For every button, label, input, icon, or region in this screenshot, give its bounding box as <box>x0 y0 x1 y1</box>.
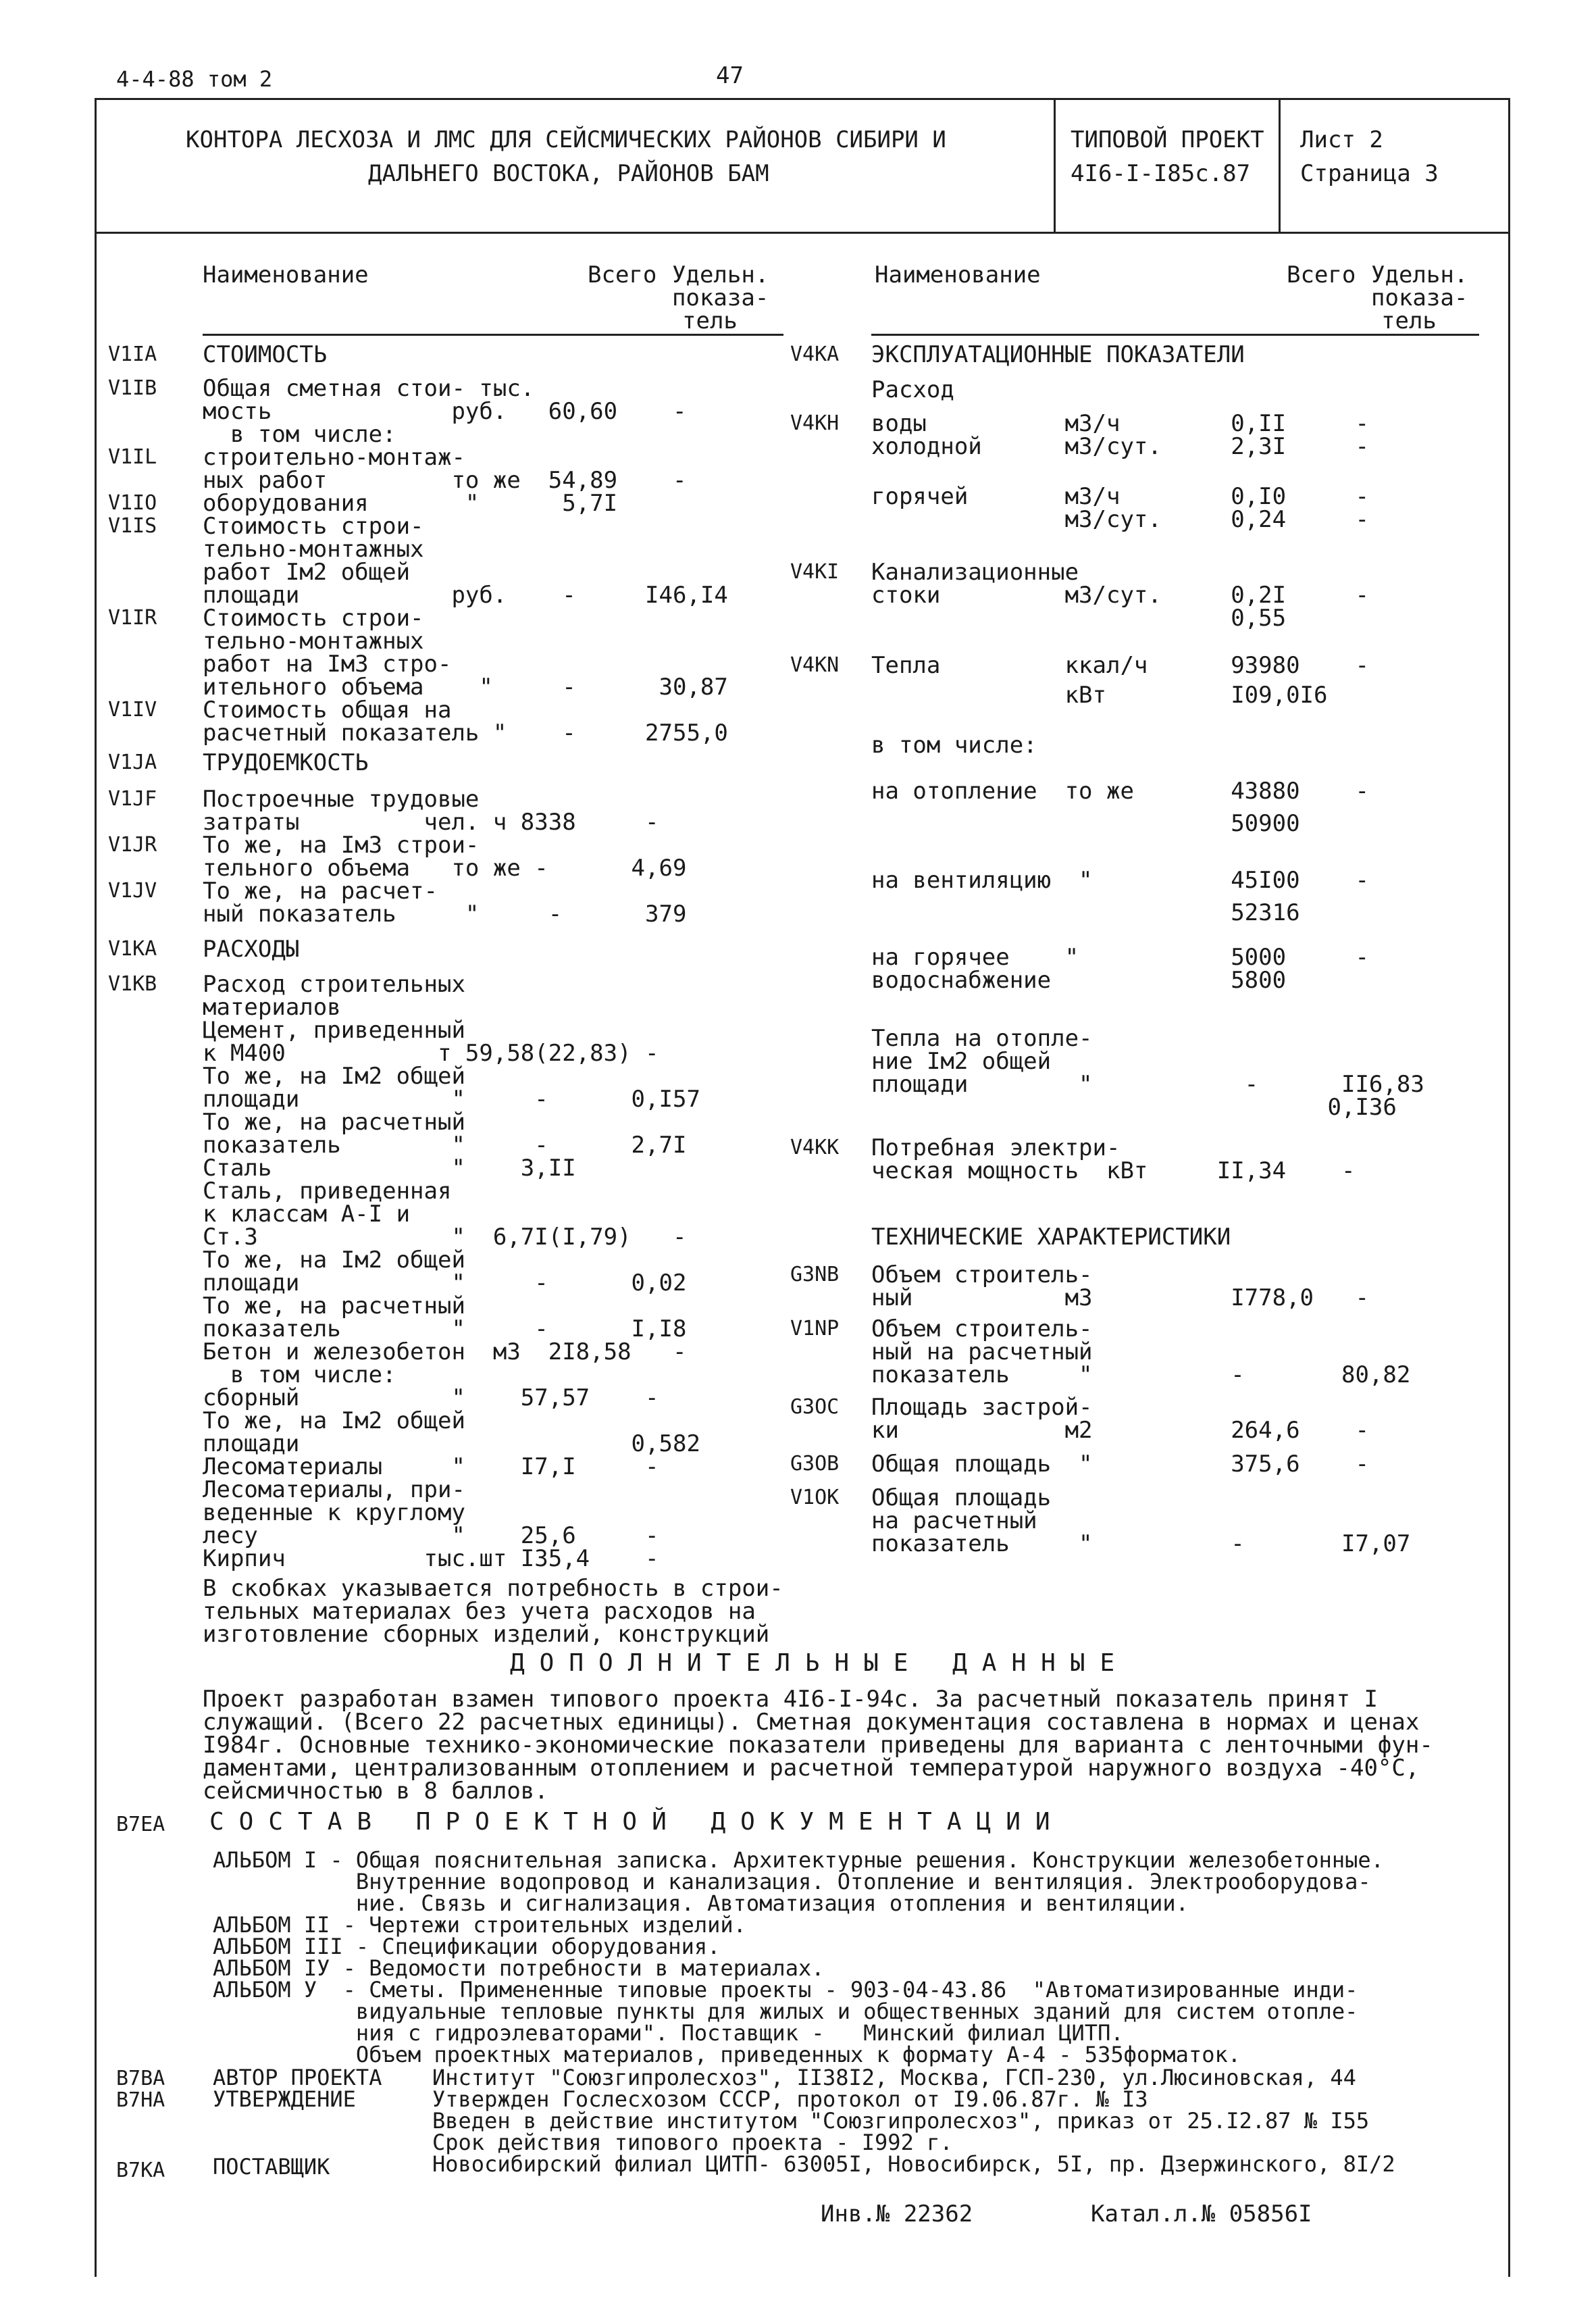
row-text: Тепла на отопле- <box>871 1025 1093 1052</box>
left-col-name-header: Наименование <box>203 261 369 288</box>
row-text: на расчетный <box>871 1507 1037 1534</box>
left-header-rule <box>203 334 783 336</box>
row-text: Расход строительных <box>203 971 465 998</box>
row-text: в том числе: <box>203 421 396 448</box>
row-code: V1IB <box>108 376 157 400</box>
right-header-rule <box>871 334 1479 336</box>
row-text: площади руб. - I46,I4 <box>203 582 728 609</box>
title-block-divider <box>1279 98 1281 232</box>
row-text: Бетон и железобетон м3 2I8,58 - <box>203 1338 687 1365</box>
row-text: Тепла ккал/ч 93980 - <box>871 652 1369 679</box>
row-text: Общая площадь " 375,6 - <box>871 1451 1369 1478</box>
additional-line: служащий. (Всего 22 расчетных единицы). Сметная документация составлена в нормах и ценах <box>203 1709 1420 1736</box>
row-code: V1IS <box>108 514 157 538</box>
row-text: показатель " - 80,82 <box>871 1361 1411 1388</box>
row-text: строительно-монтаж- <box>203 444 465 471</box>
row-text: Стоимость общая на <box>203 697 452 724</box>
row-text: площади " - 0,I57 <box>203 1086 700 1113</box>
row-text: ТРУДОЕМКОСТЬ <box>203 749 369 776</box>
row-code: G3OC <box>790 1395 840 1419</box>
row-text: к классам А-I и <box>203 1201 411 1228</box>
page-label: Страница 3 <box>1300 160 1439 187</box>
row-text: Стоимость строи- <box>203 513 424 540</box>
author-text: Институт "Союзгипролесхоз", II38I2, Москва, ГСП-230, ул.Люсиновская, 44 <box>432 2065 1356 2090</box>
row-text: ный на расчетный <box>871 1338 1093 1365</box>
row-text: в том числе: <box>203 1361 396 1388</box>
row-text: работ на Iм3 стро- <box>203 651 452 678</box>
right-col-specific-header-3: тель <box>1381 307 1437 334</box>
row-text: тельно-монтажных <box>203 536 424 563</box>
row-text: показатель " - I7,07 <box>871 1530 1411 1557</box>
row-text: площади " - II6,83 <box>871 1071 1424 1098</box>
additional-line: даментами, централизованным отоплением и расчетной температурой наружного воздуха -40°С, <box>203 1755 1420 1782</box>
row-code: V1KA <box>108 937 157 961</box>
approval-label: УТВЕРЖДЕНИЕ <box>213 2086 356 2112</box>
composition-line: видуальные тепловые пункты для жилых и общественных зданий для систем отопле- <box>213 1998 1358 2024</box>
right-col-specific-header-2: показа- <box>1371 284 1468 311</box>
row-code: V4KH <box>790 411 840 435</box>
row-code: V1JF <box>108 787 157 811</box>
composition-line: Внутренние водопровод и канализация. Отопление и вентиляция. Электрооборудова- <box>213 1869 1371 1894</box>
left-col-specific-header-2: показа- <box>672 284 769 311</box>
row-text: То же, на расчетный <box>203 1292 465 1319</box>
row-text: Цемент, приведенный <box>203 1017 465 1044</box>
row-text: То же, на расчетный <box>203 1109 465 1136</box>
row-text: м3/сут. 0,24 - <box>871 506 1369 533</box>
row-text: кВт I09,0I6 <box>871 682 1328 709</box>
composition-line: АЛЬБОМ IУ - Ведомости потребности в материалах. <box>213 1955 825 1981</box>
row-text: тельно-монтажных <box>203 628 424 655</box>
row-code: V1JA <box>108 751 157 774</box>
row-text: Общая сметная стои- тыс. <box>203 375 535 402</box>
author-label: АВТОР ПРОЕКТА <box>213 2065 382 2090</box>
row-text: ительного объема " - 30,87 <box>203 674 728 701</box>
row-text: затраты чел. ч 8338 - <box>203 809 659 836</box>
row-text: Ст.3 " 6,7I(I,79) - <box>203 1224 687 1251</box>
document-reference: 4-4-88 том 2 <box>116 66 273 92</box>
composition-line: АЛЬБОМ III - Спецификации оборудования. <box>213 1934 721 1959</box>
composition-line: АЛЬБОМ У - Сметы. Примененные типовые проекты - 903-04-43.86 "Автоматизированные инди- <box>213 1977 1358 2003</box>
row-text: Построечные трудовые <box>203 786 480 813</box>
row-code: V1JR <box>108 833 157 857</box>
row-code: G3OB <box>790 1452 840 1476</box>
document-title-line1: КОНТОРА ЛЕСХОЗА И ЛМС ДЛЯ СЕЙСМИЧЕСКИХ РАЙОНОВ СИБИРИ И <box>186 126 946 153</box>
row-text: холодной м3/сут. 2,3I - <box>871 433 1369 460</box>
row-text: на вентиляцию " 45I00 - <box>871 867 1369 894</box>
row-text: веденные к круглому <box>203 1499 465 1526</box>
row-text: расчетный показатель " - 2755,0 <box>203 720 728 747</box>
supplier-text: Новосибирский филиал ЦИТП- 63005I, Новосибирск, 5I, пр. Дзержинского, 8I/2 <box>432 2151 1395 2177</box>
row-text: показатель " - 2,7I <box>203 1132 687 1159</box>
validity-text: Срок действия типового проекта - I992 г. <box>432 2130 953 2155</box>
row-text: площади 0,582 <box>203 1430 700 1457</box>
row-code: V1JV <box>108 879 157 903</box>
row-text: в том числе: <box>871 732 1037 759</box>
row-text: на горячее " 5000 - <box>871 944 1369 971</box>
tech-characteristics-header: ТЕХНИЧЕСКИЕ ХАРАКТЕРИСТИКИ <box>871 1224 1231 1251</box>
row-text: Сталь " 3,II <box>203 1155 576 1182</box>
row-text: материалов <box>203 994 341 1021</box>
title-block <box>95 98 1510 234</box>
composition-title: СОСТАВ ПРОЕКТНОЙ ДОКУМЕНТАЦИИ <box>209 1808 1065 1836</box>
row-code: V4KI <box>790 560 840 584</box>
footnote-line: изготовление сборных изделий, конструкций <box>203 1621 770 1648</box>
row-text: лесу " 25,6 - <box>203 1522 659 1549</box>
row-text: То же, на расчет- <box>203 878 438 905</box>
supplier-code: B7KA <box>116 2159 165 2182</box>
composition-code: B7EA <box>116 1813 165 1836</box>
additional-line: I984г. Основные технико-экономические показатели приведены для варианта с ленточными фун- <box>203 1732 1433 1759</box>
left-col-specific-header: Удельн. <box>672 261 769 288</box>
composition-line: ния с гидроэлеваторами". Поставщик - Минский филиал ЦИТП. <box>213 2020 1124 2046</box>
row-text: То же, на Iм2 общей <box>203 1063 465 1090</box>
page-number: 47 <box>716 62 744 89</box>
inventory-number: Инв.№ 22362 <box>821 2200 973 2228</box>
row-text: ческая мощность кВт II,34 - <box>871 1157 1356 1184</box>
row-text: воды м3/ч 0,II - <box>871 410 1369 437</box>
catalog-number: Катал.л.№ 05856I <box>1091 2200 1312 2228</box>
row-text: 52316 <box>871 899 1300 926</box>
row-text: горячей м3/ч 0,I0 - <box>871 483 1369 510</box>
approval-code: B7HA <box>116 2088 165 2112</box>
project-number: 4I6-I-I85с.87 <box>1071 160 1251 187</box>
additional-line: Проект разработан взамен типового проекта 4I6-I-94с. За расчетный показатель принят I <box>203 1686 1378 1713</box>
additional-line: сейсмичностью в 8 баллов. <box>203 1778 548 1805</box>
row-text: СТОИМОСТЬ <box>203 341 328 368</box>
composition-line: ние. Связь и сигнализация. Автоматизация отопления и вентиляции. <box>213 1890 1189 1916</box>
additional-data-title: ДОПОЛНИТЕЛЬНЫЕ ДАННЫЕ <box>510 1649 1130 1677</box>
row-text: показатель " - I,I8 <box>203 1315 687 1342</box>
row-code: V4KA <box>790 343 840 366</box>
row-text: стоки м3/сут. 0,2I - <box>871 582 1369 609</box>
row-text: Кирпич тыс.шт I35,4 - <box>203 1545 659 1572</box>
row-text: Объем строитель- <box>871 1261 1093 1288</box>
row-text: Площадь застрой- <box>871 1394 1093 1421</box>
row-text: ный м3 I778,0 - <box>871 1284 1369 1311</box>
supplier-label: ПОСТАВЩИК <box>213 2154 330 2180</box>
row-text: ки м2 264,6 - <box>871 1417 1369 1444</box>
row-code: V4KN <box>790 653 840 677</box>
row-code: V1IV <box>108 698 157 722</box>
row-text: Канализационные <box>871 559 1079 586</box>
row-code: V4KK <box>790 1136 840 1159</box>
approval-text: Утвержден Гослесхозом СССР, протокол от I9.06.87г. № I3 <box>432 2086 1148 2112</box>
row-text: Общая площадь <box>871 1484 1052 1511</box>
row-code: V1KB <box>108 972 157 996</box>
left-col-specific-header-3: тель <box>682 307 738 334</box>
row-text: Лесоматериалы, при- <box>203 1476 465 1503</box>
row-text: То же, на Iм2 общей <box>203 1407 465 1434</box>
row-text: 0,I36 <box>871 1094 1397 1121</box>
row-text: Расход <box>871 376 954 403</box>
row-code: V1IR <box>108 606 157 630</box>
row-code: G3NB <box>790 1263 840 1286</box>
row-text: ный показатель " - 379 <box>203 901 687 928</box>
sheet-number: Лист 2 <box>1300 126 1383 153</box>
row-code: V1IA <box>108 343 157 366</box>
row-text: работ Iм2 общей <box>203 559 411 586</box>
composition-line: АЛЬБОМ I - Общая пояснительная записка. Архитектурные решения. Конструкции железобетонные. <box>213 1847 1384 1873</box>
row-text: тельного объема то же - 4,69 <box>203 855 687 882</box>
row-text: водоснабжение 5800 <box>871 967 1287 994</box>
row-text: Лесоматериалы " I7,I - <box>203 1453 659 1480</box>
row-text: сборный " 57,57 - <box>203 1384 659 1411</box>
document-title-line2: ДАЛЬНЕГО ВОСТОКА, РАЙОНОВ БАМ <box>368 160 769 187</box>
row-code: V1IL <box>108 445 157 469</box>
footnote-line: тельных материалах без учета расходов на <box>203 1598 756 1625</box>
row-text: То же, на Iм3 строи- <box>203 832 480 859</box>
composition-line: Объем проектных материалов, приведенных к формату А-4 - 535форматок. <box>213 2042 1241 2067</box>
enactment-text: Введен в действие институтом "Союзгипролесхоз", приказ от 25.I2.87 № I55 <box>432 2108 1370 2134</box>
row-code: V1OK <box>790 1486 840 1509</box>
right-col-name-header: Наименование <box>875 261 1041 288</box>
row-text: ных работ то же 54,89 - <box>203 467 687 494</box>
row-text: 50900 <box>871 810 1300 837</box>
row-text: оборудования " 5,7I <box>203 490 618 517</box>
row-text: То же, на Iм2 общей <box>203 1247 465 1274</box>
row-text: Потребная электри- <box>871 1134 1121 1161</box>
row-text: Стоимость строи- <box>203 605 424 632</box>
composition-line: АЛЬБОМ II - Чертежи строительных изделий. <box>213 1912 746 1938</box>
project-label: ТИПОВОЙ ПРОЕКТ <box>1071 126 1264 153</box>
right-col-total-header: Всего <box>1287 261 1356 288</box>
row-text: мость руб. 60,60 - <box>203 398 687 425</box>
row-text: ние Iм2 общей <box>871 1048 1052 1075</box>
row-text: ЭКСПЛУАТАЦИОННЫЕ ПОКАЗАТЕЛИ <box>871 341 1245 368</box>
row-code: V1NP <box>790 1317 840 1340</box>
row-text: РАСХОДЫ <box>203 936 300 963</box>
row-text: площади " - 0,02 <box>203 1269 687 1297</box>
title-block-divider <box>1054 98 1056 232</box>
row-code: V1IO <box>108 491 157 515</box>
row-text: Объем строитель- <box>871 1315 1093 1342</box>
row-text: Сталь, приведенная <box>203 1178 452 1205</box>
row-text: к М400 т 59,58(22,83) - <box>203 1040 659 1067</box>
row-text: 0,55 <box>871 605 1287 632</box>
footnote-line: В скобках указывается потребность в строи- <box>203 1575 783 1602</box>
left-col-total-header: Всего <box>588 261 657 288</box>
right-col-specific-header: Удельн. <box>1371 261 1468 288</box>
author-code: B7BA <box>116 2067 165 2090</box>
row-text: на отопление то же 43880 - <box>871 778 1369 805</box>
